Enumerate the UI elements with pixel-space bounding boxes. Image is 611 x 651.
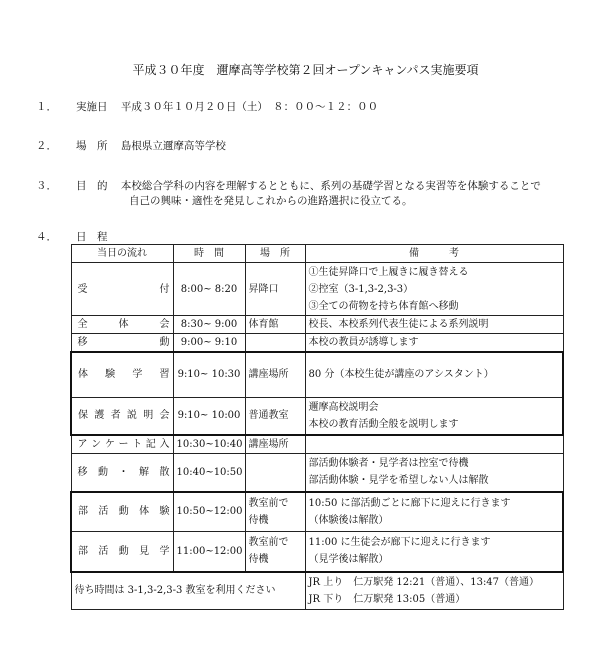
header-place: 場 所 <box>245 245 305 263</box>
time-cell: 8:30~ 9:00 <box>173 316 245 334</box>
item-text: 島根県立邇摩高等学校 <box>120 140 226 152</box>
table-row <box>71 532 563 572</box>
table-footer-row <box>71 572 563 610</box>
item-text: 本校総合学科の内容を理解するとともに、系列の基礎学習となる実習等を体験することで <box>120 180 541 192</box>
time-cell: 8:00~ 8:20 <box>173 263 245 316</box>
item-label: 場 所 <box>76 140 108 152</box>
table-row <box>71 435 563 454</box>
item-purpose-continued: 自己の興味・適性を発見しこれからの進路選択に役立てる。 <box>129 195 413 207</box>
table-row <box>71 492 563 532</box>
item-label: 実施日 <box>76 101 108 113</box>
place-cell: 教室前で 待機 <box>245 532 305 572</box>
item-place <box>36 138 226 153</box>
item-label: 目 的 <box>76 180 108 192</box>
flow-cell: ア ン ケ ー ト 記 入 <box>71 435 173 454</box>
notes-cell: 本校の教員が誘導します <box>305 334 563 353</box>
item-label: 日 程 <box>76 231 108 243</box>
place-cell <box>245 334 305 353</box>
table-row <box>71 263 563 316</box>
flow-cell: 全 体 会 <box>71 316 173 334</box>
header-notes: 備 考 <box>305 245 563 263</box>
flow-cell: 移 動 ・ 解 散 <box>71 454 173 492</box>
notes-cell: 部活動体験者・見学者は控室で待機 部活動体験・見学を希望しない人は解散 <box>305 454 563 492</box>
schedule-table <box>70 244 564 610</box>
place-cell <box>245 454 305 492</box>
item-number: ４． <box>36 231 57 243</box>
header-flow: 当日の流れ <box>71 245 173 263</box>
place-cell: 講座場所 <box>245 352 305 397</box>
flow-cell: 保 護 者 説 明 会 <box>71 397 173 435</box>
table-row <box>71 334 563 353</box>
table-row <box>71 397 563 435</box>
flow-cell: 部 活 動 見 学 <box>71 532 173 572</box>
table-row <box>71 454 563 492</box>
table-header-row <box>71 245 563 263</box>
notes-cell: 80 分（本校生徒が講座のアシスタント） <box>305 352 563 397</box>
notes-cell: 10:50 に部活動ごとに廊下に迎えに行きます （体験後は解散） <box>305 492 563 532</box>
time-cell: 10:50~12:00 <box>173 492 245 532</box>
place-cell: 昇降口 <box>245 263 305 316</box>
notes-cell: ①生徒昇降口で上履きに履き替える ②控室（3-1,3-2,3-3） ③全ての荷物を持ち体育館へ移動 <box>305 263 563 316</box>
table-row <box>71 316 563 334</box>
place-cell: 教室前で 待機 <box>245 492 305 532</box>
notes-cell <box>305 435 563 454</box>
item-number: ２． <box>36 140 57 152</box>
place-cell: 講座場所 <box>245 435 305 454</box>
item-date <box>36 99 378 114</box>
header-time: 時 間 <box>173 245 245 263</box>
train-times: JR 上り 仁万駅発 12:21（普通）、13:47（普通） JR 下り 仁万駅発 13:05（普通） <box>305 572 563 610</box>
notes-cell: 校長、本校系列代表生徒による系列説明 <box>305 316 563 334</box>
place-cell: 体育館 <box>245 316 305 334</box>
flow-cell: 移 動 <box>71 334 173 353</box>
waiting-room-note: 待ち時間は 3-1,3-2,3-3 教室を利用ください <box>71 572 305 610</box>
time-cell: 9:10~ 10:30 <box>173 352 245 397</box>
time-cell: 10:40~10:50 <box>173 454 245 492</box>
flow-cell: 部 活 動 体 験 <box>71 492 173 532</box>
place-cell: 普通教室 <box>245 397 305 435</box>
time-cell: 11:00~12:00 <box>173 532 245 572</box>
flow-cell: 体 験 学 習 <box>71 352 173 397</box>
table-row <box>71 352 563 397</box>
flow-cell: 受 付 <box>71 263 173 316</box>
time-cell: 9:10~ 10:00 <box>173 397 245 435</box>
time-cell: 10:30~10:40 <box>173 435 245 454</box>
time-cell: 9:00~ 9:10 <box>173 334 245 353</box>
item-number: ３． <box>36 180 57 192</box>
notes-cell: 邇摩高校説明会 本校の教育活動全般を説明します <box>305 397 563 435</box>
page-title: 平成３０年度 邇摩高等学校第２回オープンキャンパス実施要項 <box>132 63 479 77</box>
notes-cell: 11:00 に生徒会が廊下に迎えに行きます （見学後は解散） <box>305 532 563 572</box>
item-purpose <box>36 178 541 193</box>
item-number: １． <box>36 101 57 113</box>
item-schedule <box>36 229 108 244</box>
item-text: 平成３０年１０月２０日（土） ８：００～１２：００ <box>120 101 379 113</box>
